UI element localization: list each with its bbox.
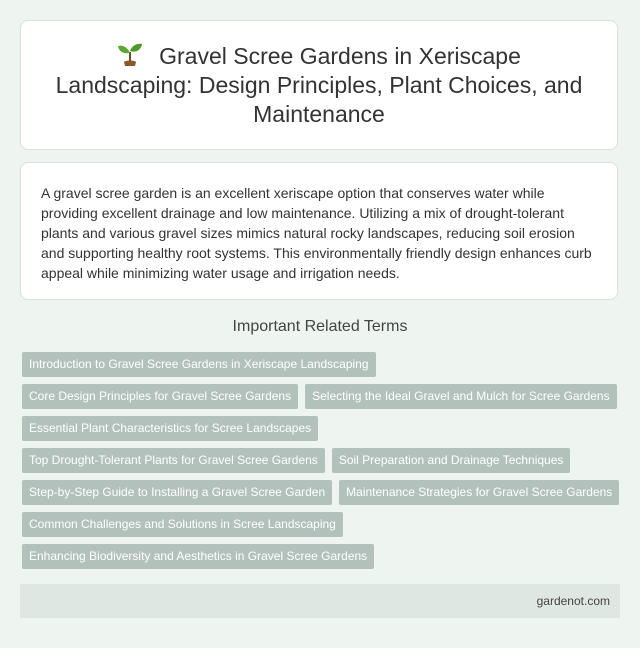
related-term-tag[interactable]: Introduction to Gravel Scree Gardens in Xeriscape Landscaping (22, 352, 376, 377)
description-card (20, 162, 618, 300)
tag-row (22, 384, 622, 409)
related-term-tag[interactable]: Soil Preparation and Drainage Techniques (332, 448, 571, 473)
site-link[interactable]: gardenot.com (536, 594, 610, 608)
tag-row (22, 352, 622, 377)
sprout-icon (117, 42, 143, 66)
tag-row (22, 416, 622, 441)
description-text: A gravel scree garden is an excellent xeriscape option that conserves water while providing excellent drainage and low maintenance. Utilizing a mix of drought-tolerant plants and various gravel sizes mimics natural rocky landscapes, reducing soil erosion and supporting healthy root systems. This environmentally friendly design enhances curb appeal while minimizing water usage and irrigation needs. (41, 185, 592, 281)
related-term-tag[interactable]: Enhancing Biodiversity and Aesthetics in Gravel Scree Gardens (22, 544, 374, 569)
title-text: Gravel Scree Gardens in Xeriscape Landscaping: Design Principles, Plant Choices, and Maintenance (55, 42, 583, 127)
related-term-tag[interactable]: Selecting the Ideal Gravel and Mulch for Scree Gardens (305, 384, 617, 409)
related-term-tag[interactable]: Maintenance Strategies for Gravel Scree Gardens (339, 480, 619, 505)
tag-row (22, 544, 622, 569)
related-term-tag[interactable]: Top Drought-Tolerant Plants for Gravel Scree Gardens (22, 448, 325, 473)
related-term-tag[interactable]: Core Design Principles for Gravel Scree Gardens (22, 384, 298, 409)
footer (20, 584, 620, 618)
related-term-tag[interactable]: Essential Plant Characteristics for Scree Landscapes (22, 416, 318, 441)
related-term-tag[interactable]: Common Challenges and Solutions in Scree Landscaping (22, 512, 343, 537)
related-terms-heading: Important Related Terms (232, 318, 408, 335)
related-term-tag[interactable]: Step-by-Step Guide to Installing a Gravel Scree Garden (22, 480, 332, 505)
page-title (51, 42, 587, 129)
title-card (20, 20, 618, 150)
related-terms-list (22, 352, 622, 576)
tag-row (22, 480, 622, 505)
tag-row (22, 512, 622, 537)
tag-row (22, 448, 622, 473)
